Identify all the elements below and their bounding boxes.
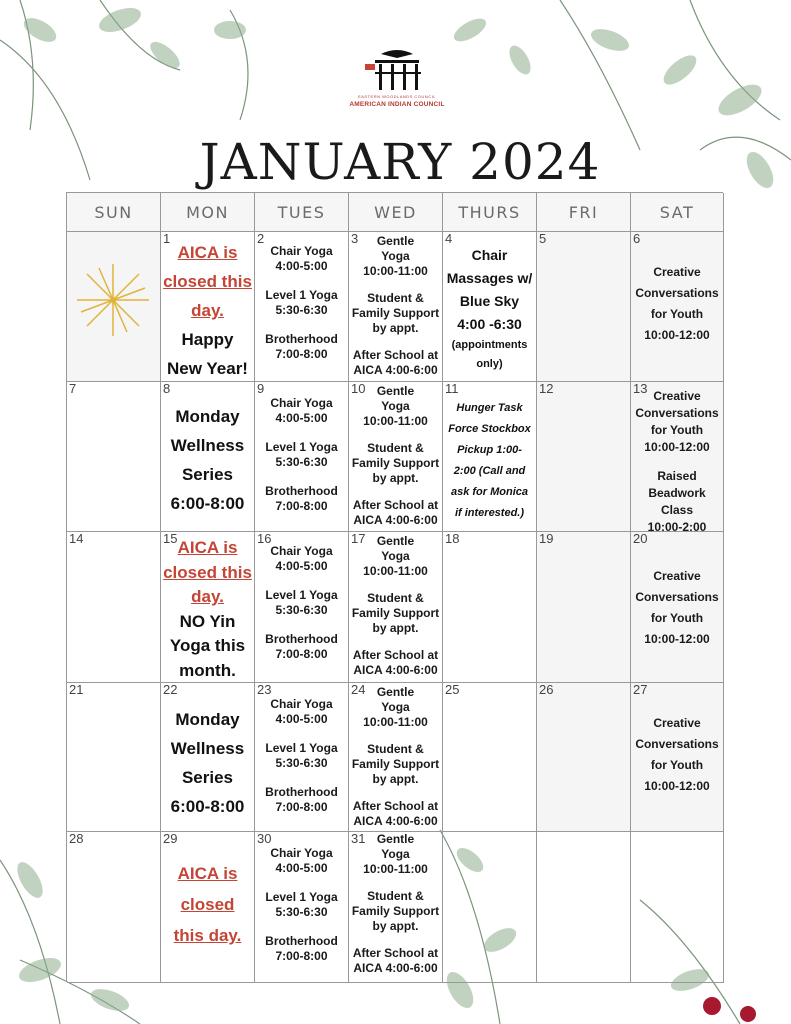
event-line: Brotherhood [265,484,338,498]
event-line: 10:00-11:00 [363,564,428,578]
event-hunger-task-force [443,398,536,524]
event-line: Yoga [381,549,410,563]
event-creative-conversations [631,713,723,797]
event-list [349,832,442,976]
day-number: 29 [163,832,178,846]
event-line: 4:00-5:00 [275,712,328,726]
event-line: 7:00-8:00 [275,347,328,361]
event-line: 4:00-5:00 [275,259,328,273]
weekday-thurs: THURS [443,193,537,232]
event-line: Brotherhood [265,332,338,346]
event-list [349,685,442,829]
event-line: After School at [352,348,439,362]
day-cell-blank [631,832,724,983]
event-list [255,697,348,815]
day-cell [631,382,724,532]
event-line: 2:00 (Call and [453,465,526,477]
event-line: Pickup 1:00- [457,444,522,456]
event-line: 10:00-11:00 [363,264,428,278]
day-cell [67,832,161,983]
event-line: by appt. [372,919,419,933]
event-line: Gentle [376,534,415,548]
day-number: 31 [351,832,366,846]
event-line: Gentle [376,685,415,699]
event-line: 7:00-8:00 [275,647,328,661]
day-number: 4 [445,232,453,246]
event-closed [161,536,254,683]
event-line: Chair Yoga [270,396,333,410]
event-line: Student & [367,591,424,605]
day-cell-blank [537,832,631,983]
weekday-sat: SAT [631,193,724,232]
event-line: Hunger Task [456,402,523,414]
event-line: for Youth [650,307,704,321]
event-line: 10:00-11:00 [363,862,428,876]
day-number: 28 [69,832,84,846]
event-line: Beadwork Class [648,486,706,517]
event-list [255,846,348,964]
event-line: 10:00-12:00 [644,328,710,342]
event-line: day. [191,587,224,606]
day-cell [161,683,255,832]
logo-name: AMERICAN INDIAN COUNCIL [349,101,445,108]
event-line: closed [180,895,235,914]
event-line: Level 1 Yoga [265,288,338,302]
event-line: only) [476,358,503,370]
day-number: 21 [69,683,84,697]
event-line: by appt. [372,471,419,485]
day-cell [161,382,255,532]
event-line: Gentle [376,384,415,398]
event-line: AICA 4:00-6:00 [353,663,438,677]
day-cell [161,232,255,382]
event-line: for Youth [650,758,704,772]
event-line: New Year! [167,359,248,378]
day-number: 22 [163,683,178,697]
event-line: Student & [367,742,424,756]
day-number: 27 [633,683,648,697]
event-closed [161,858,254,951]
calendar-grid [66,192,723,982]
day-cell [349,532,443,683]
event-line: Creative [653,569,701,583]
day-number: 9 [257,382,265,396]
day-number: 24 [351,683,366,697]
event-line: Series [181,768,234,787]
event-line: Creative [653,716,701,730]
day-cell [537,683,631,832]
event-line: if interested.) [454,507,525,519]
day-number: 15 [163,532,178,546]
day-cell [631,532,724,683]
logo-subtitle: EASTERN WOODLANDS COUNCIL [358,94,436,99]
event-line: Level 1 Yoga [265,588,338,602]
day-number: 23 [257,683,272,697]
event-line: Conversations [635,406,719,420]
event-line: 7:00-8:00 [275,499,328,513]
day-cell [443,382,537,532]
event-line: Massages w/ [446,270,533,286]
event-line: 6:00-8:00 [170,797,245,816]
event-line: Creative [653,265,701,279]
event-line: 7:00-8:00 [275,800,328,814]
day-number: 8 [163,382,171,396]
day-cell [443,232,537,382]
day-cell-blank [443,832,537,983]
day-cell [349,232,443,382]
event-line: After School at [352,799,439,813]
event-line: Force Stockbox [448,423,531,435]
firework-icon [73,260,153,340]
event-line: Chair Yoga [270,846,333,860]
event-line: by appt. [372,321,419,335]
event-line: NO Yin [179,611,236,631]
event-line: Happy [181,330,234,349]
day-cell [537,232,631,382]
event-line: closed this [163,562,252,582]
event-monday-wellness [161,705,254,821]
event-line: Brotherhood [265,934,338,948]
event-line: Blue Sky [459,293,520,309]
event-line: AICA 4:00-6:00 [353,513,438,527]
event-line: for Youth [650,423,704,437]
day-number: 7 [69,382,77,396]
day-number: 16 [257,532,272,546]
event-line: day. [191,301,224,320]
day-number: 19 [539,532,554,546]
day-cell [161,532,255,683]
event-line: AICA 4:00-6:00 [353,363,438,377]
weekday-mon: MON [161,193,255,232]
event-line: AICA 4:00-6:00 [353,814,438,828]
day-number: 26 [539,683,554,697]
day-number: 12 [539,382,554,396]
event-line: After School at [352,946,439,960]
event-line: Family Support [351,757,440,771]
day-cell [537,532,631,683]
day-number: 6 [633,232,641,246]
event-chair-massage [443,244,536,374]
event-line: (appointments [451,339,528,351]
event-line: by appt. [372,621,419,635]
day-cell [443,532,537,683]
event-list [349,234,442,378]
event-line: Chair Yoga [270,244,333,258]
event-line: Yoga [381,847,410,861]
day-number: 5 [539,232,547,246]
event-closed [161,238,254,382]
event-line: AICA 4:00-6:00 [353,961,438,975]
day-number: 11 [445,382,459,396]
day-number: 20 [633,532,648,546]
event-line: 5:30-6:30 [275,905,328,919]
event-line: Student & [367,291,424,305]
event-line: AICA is [177,243,238,262]
event-list [255,244,348,362]
event-line: 5:30-6:30 [275,603,328,617]
event-line: Conversations [635,737,719,751]
day-cell [255,232,349,382]
day-cell [67,683,161,832]
day-number: 25 [445,683,460,697]
day-cell [443,683,537,832]
day-cell [349,832,443,983]
event-line: 10:00-11:00 [363,414,428,428]
event-line: AICA is [177,864,238,883]
weekday-fri: FRI [537,193,631,232]
event-line: Conversations [635,590,719,604]
weekday-wed: WED [349,193,443,232]
event-line: Family Support [351,904,440,918]
page-title: JANUARY 2024 [199,133,601,191]
day-cell [631,232,724,382]
event-line: AICA is [177,538,238,557]
event-line: 10:00-12:00 [644,632,710,646]
event-line: Student & [367,889,424,903]
event-line: Level 1 Yoga [265,741,338,755]
event-line: Level 1 Yoga [265,440,338,454]
day-number: 10 [351,382,366,396]
event-line: Raised [657,469,697,483]
event-line: Chair Yoga [270,544,333,558]
event-line: Wellness [170,436,245,455]
event-line: 6:00-8:00 [170,494,245,513]
day-number: 1 [163,232,171,246]
event-line: Monday [175,710,240,729]
event-line: by appt. [372,772,419,786]
event-line: Creative [653,389,701,403]
event-list [631,388,723,532]
day-cell-blank [67,232,161,382]
event-line: 10:00-12:00 [644,779,710,793]
event-line: 5:30-6:30 [275,756,328,770]
organization-logo [334,46,460,118]
event-line: ask for Monica [450,486,529,498]
event-line: Gentle [376,832,415,846]
day-cell [255,683,349,832]
event-line: Yoga [381,249,410,263]
eagle-feathers-icon [361,46,433,94]
event-line: Yoga [381,399,410,413]
event-line: Student & [367,441,424,455]
event-line: After School at [352,648,439,662]
event-line: Family Support [351,606,440,620]
event-monday-wellness [161,402,254,518]
event-line: 4:00 -6:30 [457,316,522,332]
event-line: 10:00-11:00 [363,715,428,729]
event-line: this day. [173,926,242,945]
day-number: 30 [257,832,272,846]
event-line: Level 1 Yoga [265,890,338,904]
day-cell [349,382,443,532]
day-number: 18 [445,532,460,546]
event-line: Series [181,465,234,484]
day-number: 14 [69,532,84,546]
day-number: 2 [257,232,265,246]
day-cell [161,832,255,983]
day-cell [631,683,724,832]
event-line: 10:00-12:00 [644,440,710,454]
event-line: Brotherhood [265,632,338,646]
event-line: Yoga [381,700,410,714]
day-cell [67,532,161,683]
event-line: 4:00-5:00 [275,559,328,573]
day-number: 13 [633,382,648,396]
event-line: Gentle [376,234,415,248]
day-cell [255,532,349,683]
event-line: Brotherhood [265,785,338,799]
weekday-sun: SUN [67,193,161,232]
weekday-tues: TUES [255,193,349,232]
event-line: 5:30-6:30 [275,455,328,469]
event-list [349,384,442,528]
event-line: Conversations [635,286,719,300]
event-line: 10:00-2:00 [647,520,707,532]
event-line: for Youth [650,611,704,625]
event-line: 7:00-8:00 [275,949,328,963]
event-line: Wellness [170,739,245,758]
event-list [255,544,348,662]
event-line: month. [179,660,236,680]
day-cell [255,382,349,532]
event-line: Monday [175,407,240,426]
event-line: 4:00-5:00 [275,411,328,425]
event-list [349,534,442,678]
event-creative-conversations [631,262,723,346]
event-line: closed this [163,272,252,291]
event-line: Chair Yoga [270,697,333,711]
day-cell [537,382,631,532]
event-line: 4:00-5:00 [275,861,328,875]
event-list [255,396,348,514]
event-line: After School at [352,498,439,512]
event-line: Family Support [351,306,440,320]
day-cell [255,832,349,983]
day-cell [349,683,443,832]
day-cell [67,382,161,532]
event-line: Yoga this [169,636,246,655]
event-line: Chair [471,247,508,263]
event-line: Family Support [351,456,440,470]
event-line: 5:30-6:30 [275,303,328,317]
day-number: 3 [351,232,359,246]
event-creative-conversations [631,566,723,650]
day-number: 17 [351,532,366,546]
